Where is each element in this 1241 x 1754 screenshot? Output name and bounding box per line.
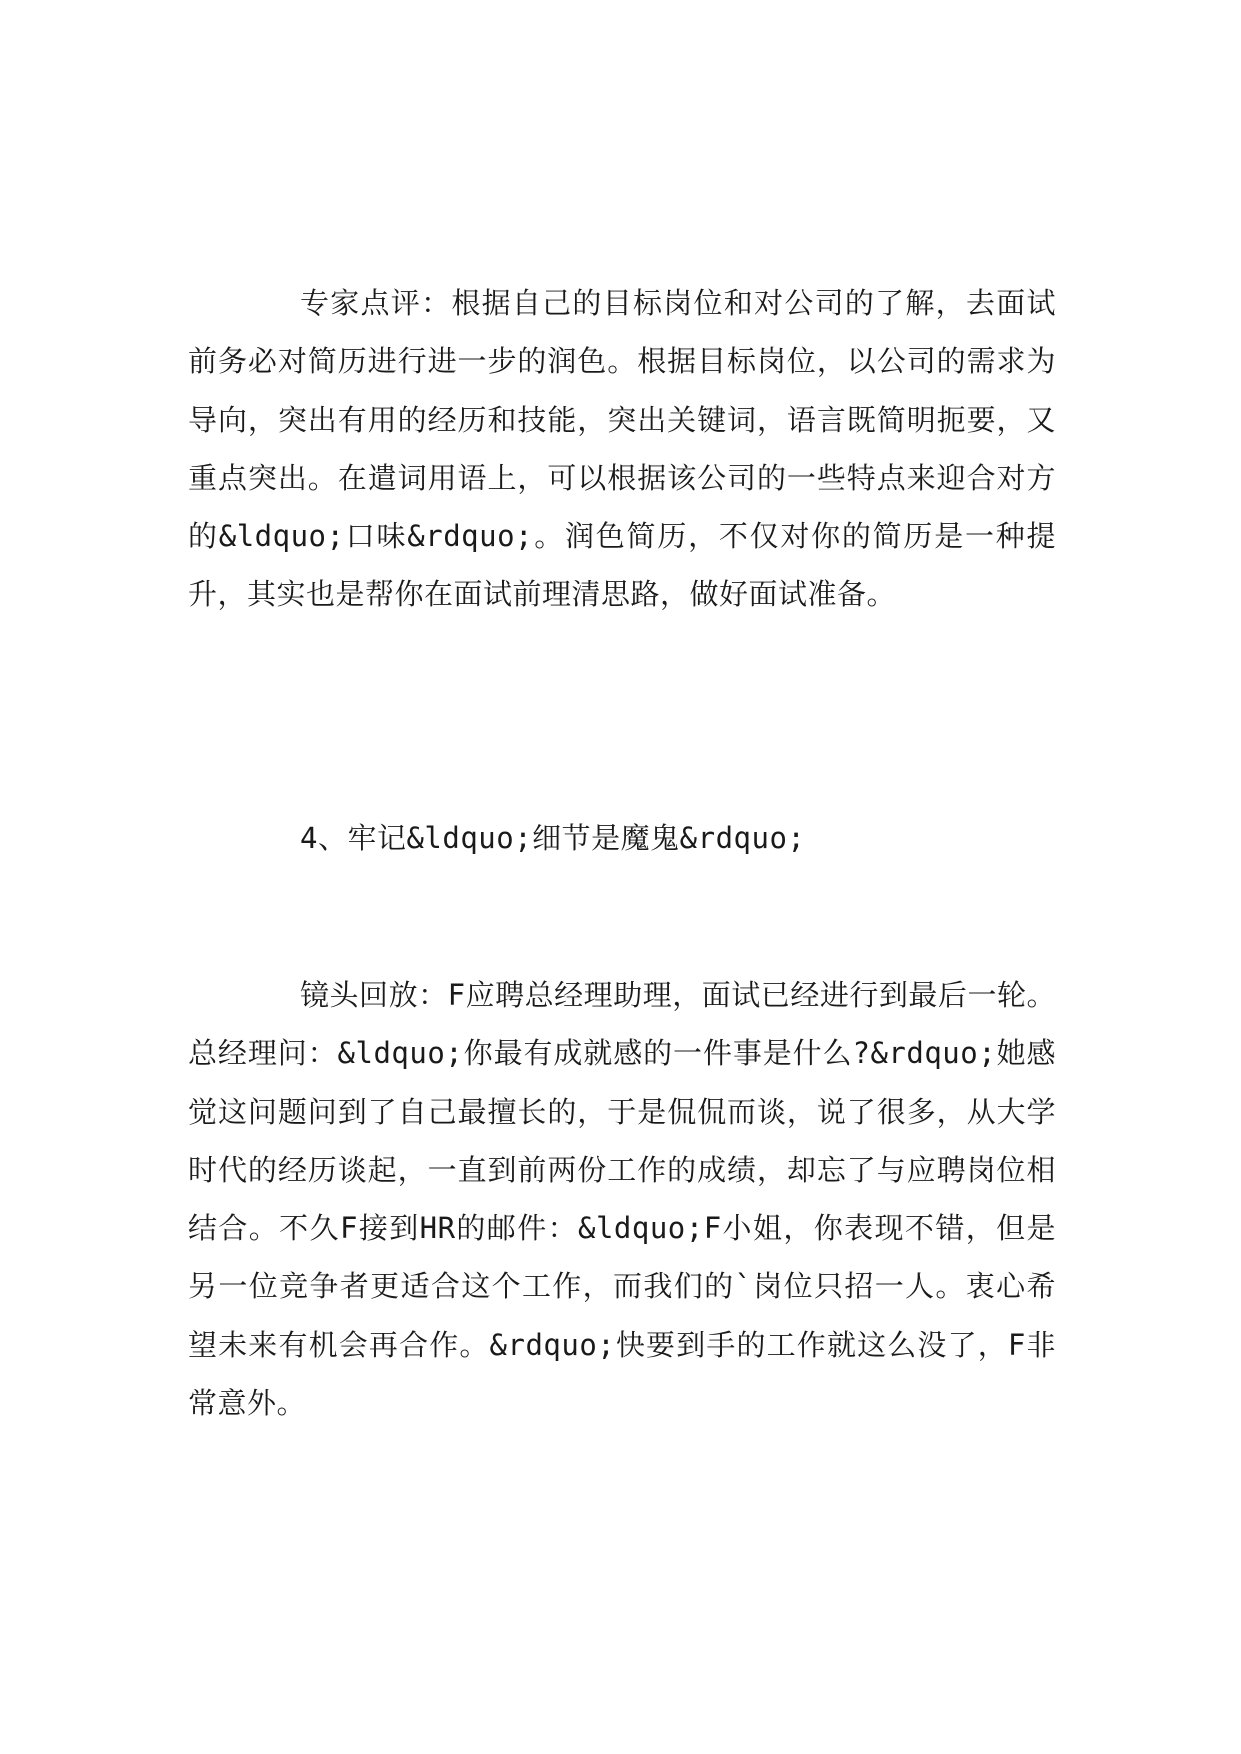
paragraph-case-replay: 镜头回放：F应聘总经理助理，面试已经进行到最后一轮。总经理问：&ldquo;你最有成就感的一件事是什么?&rdquo;她感觉这问题问到了自己最擅长的，于是侃侃而谈，说了很多，从大学时代的经历谈起，一直到前两份工作的成绩，却忘了与应聘岗位相结合。不久F接到HR的邮件：&ldquo;F小姐，你表现不错，但是另一位竞争者更适合这个工作，而我们的`岗位只招一人。衷心希望未来有机会再合作。&rdquo;快要到手的工作就这么没了，F非常意外。	[188, 978, 1056, 1421]
paragraph-expert-comment: 专家点评：根据自己的目标岗位和对公司的了解，去面试前务必对简历进行进一步的润色。根据目标岗位，以公司的需求为导向，突出有用的经历和技能，突出关键词，语言既简明扼要，又重点突出。在遣词用语上，可以根据该公司的一些特点来迎合对方的&ldquo;口味&rdquo;。润色简历，不仅对你的简历是一种提升，其实也是帮你在面试前理清思路，做好面试准备。	[188, 286, 1056, 612]
section-heading-4: 4、牢记&ldquo;细节是魔鬼&rdquo;	[300, 821, 806, 855]
